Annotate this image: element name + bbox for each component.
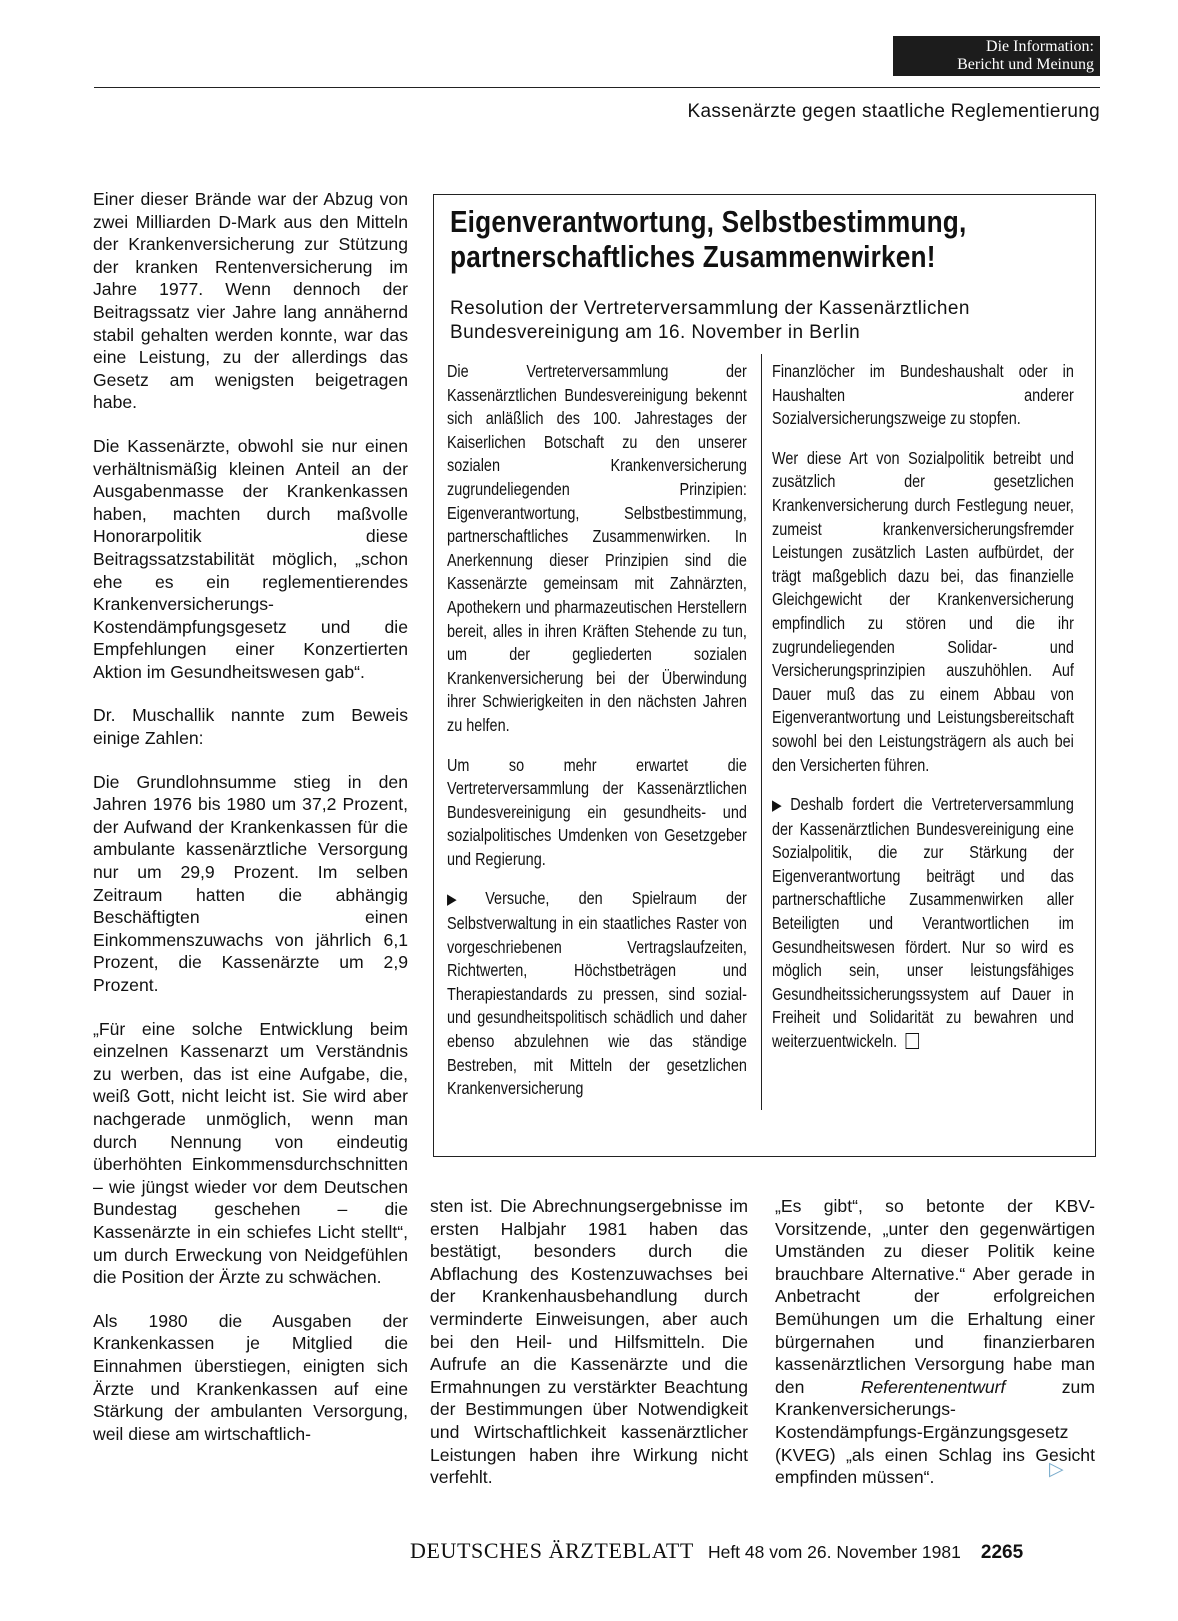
resolution-column-left — [447, 360, 747, 1117]
paragraph: „Für eine solche Entwicklung beim einzelnen Kassenarzt um Verständnis zu werben, das ist eine Aufgabe, die, weiß Gott, nicht leicht ist. Sie wird aber nachgerade unmöglich, wenn man durch Nennung von eindeutig überhöhten Einkommensdurchschnitten – wie jüngst wieder vor dem Deutschen Bundestag geschehen – die Kassenärzte in ein schiefes Licht stellt“, um durch Erweckung von Neidgefühlen die Position der Ärzte zu schwächen. — [93, 1018, 408, 1288]
paragraph: sten ist. Die Abrechnungsergebnisse im ersten Halbjahr 1981 haben das bestätigt, besonders durch die Abflachung des Kostenzuwachses bei der Krankenhausbehandlung durch verminderte Einweisungen, aber auch bei den Heil- und Hilfsmitteln. Die Aufrufe an die Kassenärzte und die Ermahnungen zu verstärkter Beachtung der Bestimmungen über Notwendigkeit und Wirtschaftlichkeit kassenärztlicher Leistungen haben ihre Wirkung nicht verfehlt. — [430, 1196, 748, 1488]
paragraph: Als 1980 die Ausgaben der Krankenkassen je Mitglied die Einnahmen überstiegen, einigten sich Ärzte und Krankenkassen auf eine Stärkung der ambulanten Versorgung, weil diese am wirtschaftlich- — [93, 1310, 408, 1444]
text-run: „Es gibt“, so betonte der KBV-Vorsitzende, „unter den gegenwärtigen Umständen zu dieser Politik keine brauchbare Alternative.“ Aber gerade in Anbetracht der erfolgreichen Bemühungen um die Erhaltung einer bürgernahen und finanzierbaren kassenärztlichen Versorgung habe man den — [775, 1196, 1095, 1397]
resolution-subtitle: Resolution der Vertreterversammlung der Kassenärztlichen Bundesvereinigung am 16. November in Berlin — [450, 298, 970, 343]
paragraph: Die Vertreterversammlung der Kassenärztlichen Bundesvereinigung bekennt sich anläßlich des 100. Jahrestages der Kaiserlichen Botschaft zu den unserer sozialen Krankenversicherung zugrundeliegenden Prinzipien: Eigenverantwortung, Selbstbestimmung, partnerschaftliches Zusammenwirken. In Anerkennung dieser Prinzipien sind die Kassenärzte gemeinsam mit Zahnärzten, Apothekern und pharmazeutischen Herstellern bereit, alles in ihren Kräften Stehende zu tun, um der gegliederten sozialen Krankenversicherung bei der Überwindung ihrer Schwierigkeiten in den nächsten Jahren zu helfen. — [447, 361, 747, 735]
bullet-text: Deshalb fordert die Vertreterversammlung der Kassenärztlichen Bundesvereinigung eine Sozialpolitik, die zur Stärkung der Eigenverantwortung beiträgt und das partnerschaftliche Zusammenwirken aller Beteiligten und Verantwortlichen im Gesundheitswesen fördert. Nur so wird es möglich sein, unser leistungsfähiges Gesundheitssicherungssystem auf Dauer in Freiheit und Solidarität zu bewahren und weiterzuentwickeln. — [772, 794, 1074, 1052]
article-column-2 — [430, 1195, 748, 1489]
end-mark-icon — [906, 1033, 919, 1049]
journal-name: DEUTSCHES ÄRZTEBLATT — [410, 1538, 694, 1563]
paragraph: Dr. Muschallik nannte zum Beweis einige Zahlen: — [93, 705, 408, 749]
page-footer — [410, 1538, 1023, 1564]
italic-term: Referentenentwurf — [860, 1376, 1006, 1397]
triangle-bullet-icon: ▶ — [772, 797, 787, 815]
paragraph: Die Kassenärzte, obwohl sie nur einen verhältnismäßig kleinen Anteil an der Ausgabenmasse der Krankenkassen haben, machten durch maßvolle Honorarpolitik diese Beitragssatzstabilität möglich, „schon ehe es ein reglementierendes Krankenversicherungs-Kostendämpfungsgesetz und die Empfehlungen einer Konzertierten Aktion im Gesundheitswesen gab“. — [93, 435, 408, 682]
paragraph: Die Grundlohnsumme stieg in den Jahren 1976 bis 1980 um 37,2 Prozent, der Aufwand der Krankenkassen für die ambulante kassenärztliche Versorgung nur um 29,9 Prozent. Im selben Zeitraum hatten die abhängig Beschäftigten einen Einkommenszuwachs von jährlich 6,1 Prozent, die Kassenärzte um 2,9 Prozent. — [93, 771, 408, 995]
resolution-title: Eigenverantwortung, Selbstbestimmung, partnerschaftliches Zusammenwirken! — [450, 205, 967, 274]
continued-arrow-icon: ▷ — [1049, 1459, 1064, 1480]
paragraph — [775, 1195, 1095, 1489]
section-badge-line2: Bericht und Meinung — [957, 56, 1094, 73]
paragraph: Einer dieser Brände war der Abzug von zwei Milliarden D-Mark aus den Mitteln der Krankenversicherung zur Stützung der kranken Rentenversicherung im Jahre 1977. Wenn dennoch der Beitragssatz vier Jahre lang annähernd stabil gehalten werden konnte, war das eine Leistung, zu der allerdings das Gesetz am wenigsten beigetragen habe. — [93, 189, 408, 413]
article-column-3 — [775, 1195, 1095, 1489]
section-badge — [893, 36, 1100, 76]
triangle-bullet-icon: ▶ — [447, 891, 482, 909]
paragraph: Finanzlöcher im Bundeshaushalt oder in Haushalten anderer Sozialversicherungszweige zu stopfen. — [772, 361, 1074, 429]
bullet-text: Versuche, den Spielraum der Selbstverwaltung in ein staatliches Raster von vorgeschriebenen Vertragslaufzeiten, Richtwerten, Höchstbeträgen und Therapiestandards zu pressen, sind sozial- und gesundheitspolitisch schädlich und daher ebenso abzulehnen wie das ständige Bestreben, mit Mitteln der gesetzlichen Krankenversicherung — [447, 888, 747, 1099]
resolution-column-right — [772, 360, 1074, 1054]
paragraph: Wer diese Art von Sozialpolitik betreibt und zusätzlich der gesetzlichen Krankenversicherung durch Festlegung neuer, zumeist krankenversicherungsfremder Leistungen zusätzlich Lasten aufbürdet, der trägt maßgeblich dazu bei, das finanzielle Gleichgewicht der Krankenversicherung empfindlich zu stören und die ihr zugrundeliegenden Solidar- und Versicherungsprinzipien auszuhöhlen. Auf Dauer muß das zu einem Abbau von Eigenverantwortung und Leistungsbereitschaft sowohl bei den Leistungsträgern als auch bei den Versicherten führen. — [772, 447, 1074, 775]
article-column-1 — [93, 188, 408, 1445]
header-rule — [94, 87, 1100, 88]
paragraph — [772, 793, 1074, 1054]
text-run: zum Krankenversicherungs-Kostendämpfungs-Ergänzungsgesetz (KVEG) „als einen Schlag ins Gesicht empfinden müssen“. — [775, 1376, 1095, 1488]
section-badge-line1: Die Information: — [986, 38, 1094, 55]
paragraph: Um so mehr erwartet die Vertreterversammlung der Kassenärztlichen Bundesvereinigung ein gesundheits- und sozialpolitisches Umdenken von Gesetzgeber und Regierung. — [447, 754, 747, 869]
page-number: 2265 — [980, 1542, 1024, 1563]
paragraph — [447, 887, 747, 1100]
issue-info: Heft 48 vom 26. November 1981 — [707, 1542, 961, 1562]
column-divider — [761, 354, 762, 1110]
kicker-headline: Kassenärzte gegen staatliche Reglementierung — [687, 101, 1100, 122]
